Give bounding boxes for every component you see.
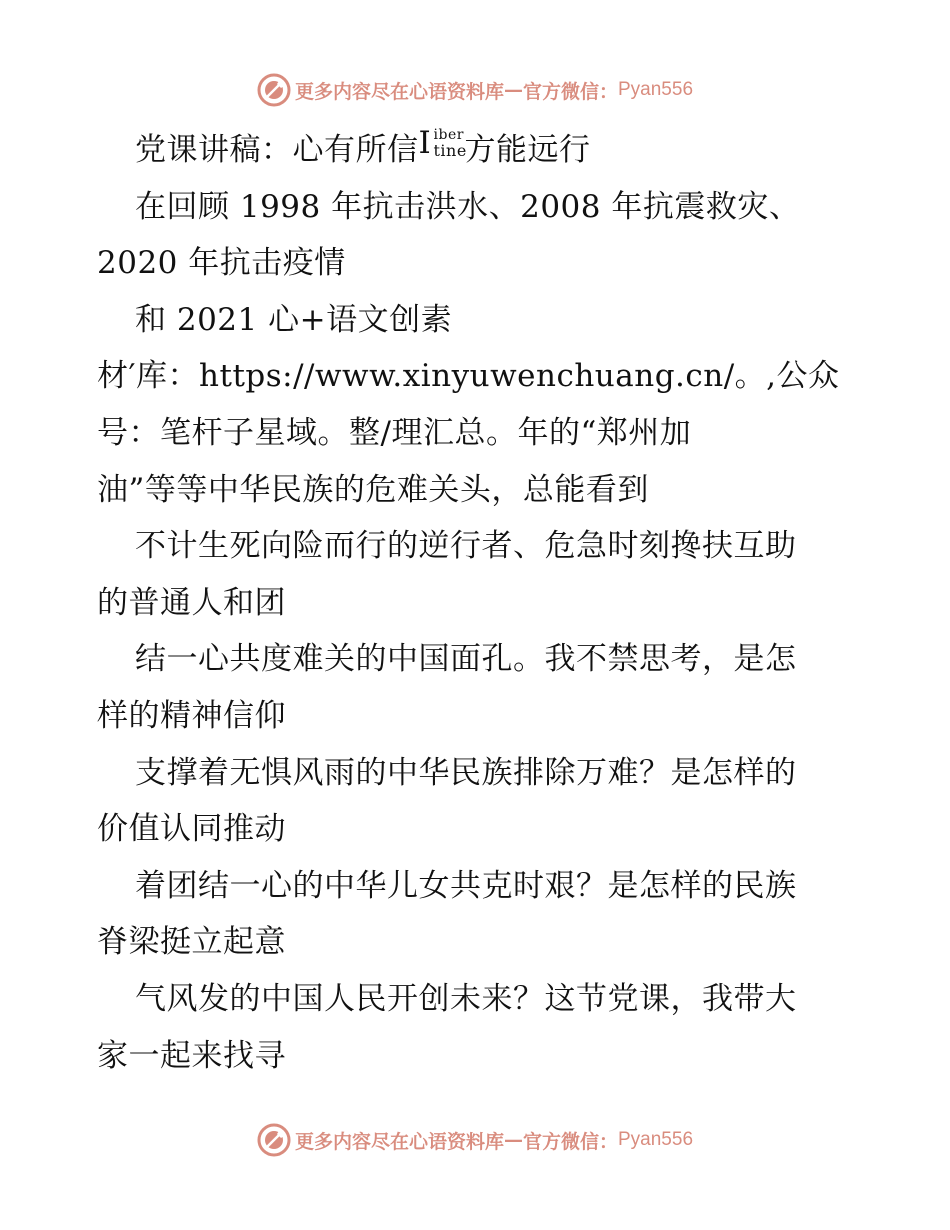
title-stack-top: iber	[433, 127, 464, 143]
footer-banner	[0, 1120, 950, 1160]
body-line: 和 2021 心+语文创素	[135, 301, 453, 338]
body-line: 家一起来找寻	[97, 1037, 286, 1074]
brand-logo-icon	[257, 1123, 291, 1157]
header-banner	[0, 70, 950, 110]
body-line: 支撑着无惧风雨的中华民族排除万难？是怎样的	[135, 754, 797, 791]
banner-wechat-id: Pyan556	[618, 79, 694, 100]
brand-logo-icon	[257, 73, 291, 107]
title-stack-main: I	[418, 125, 432, 161]
banner-official-label: 官方微信：	[522, 80, 618, 103]
title-stack-bottom: tine	[433, 141, 467, 160]
body-line: 着团结一心的中华儿女共克时艰？是怎样的民族	[135, 867, 797, 904]
body-line: 价值认同推动	[97, 811, 286, 848]
body-line: 的普通人和团	[97, 584, 286, 621]
body-line: 样的精神信仰	[97, 697, 286, 734]
banner-text: 更多内容尽在心语资料库	[294, 80, 504, 103]
banner-separator: —	[503, 79, 523, 101]
body-line: 脊梁挺立起意	[97, 924, 286, 961]
banner-official-label: 官方微信：	[522, 1130, 618, 1153]
body-line: 气风发的中国人民开创未来？这节党课，我带大	[135, 980, 797, 1017]
body-line: 材′库：https://www.xinyuwenchuang.cn/。,公众	[97, 358, 840, 395]
body-line: 不计生死向险而行的逆行者、危急时刻搀扶互助	[135, 528, 797, 565]
body-line: 2020 年抗击疫情	[97, 245, 346, 282]
title-suffix: 方能远行	[464, 132, 591, 168]
document-title	[97, 122, 857, 179]
body-line: 号：笔杆子星域。整/理汇总。年的“郑州加	[97, 414, 692, 451]
body-line: 结一心共度难关的中国面孔。我不禁思考，是怎	[135, 641, 797, 678]
title-prefix: 党课讲稿：心有所信	[135, 132, 419, 168]
document-body	[97, 122, 857, 1084]
banner-wechat-id: Pyan556	[618, 1129, 694, 1150]
banner-separator: —	[503, 1129, 523, 1151]
body-line: 在回顾 1998 年抗击洪水、2008 年抗震救灾、	[135, 188, 801, 225]
body-line: 油”等等中华民族的危难关头，总能看到	[97, 471, 649, 508]
banner-text: 更多内容尽在心语资料库	[294, 1130, 504, 1153]
title-stacked-glyph	[418, 125, 467, 164]
